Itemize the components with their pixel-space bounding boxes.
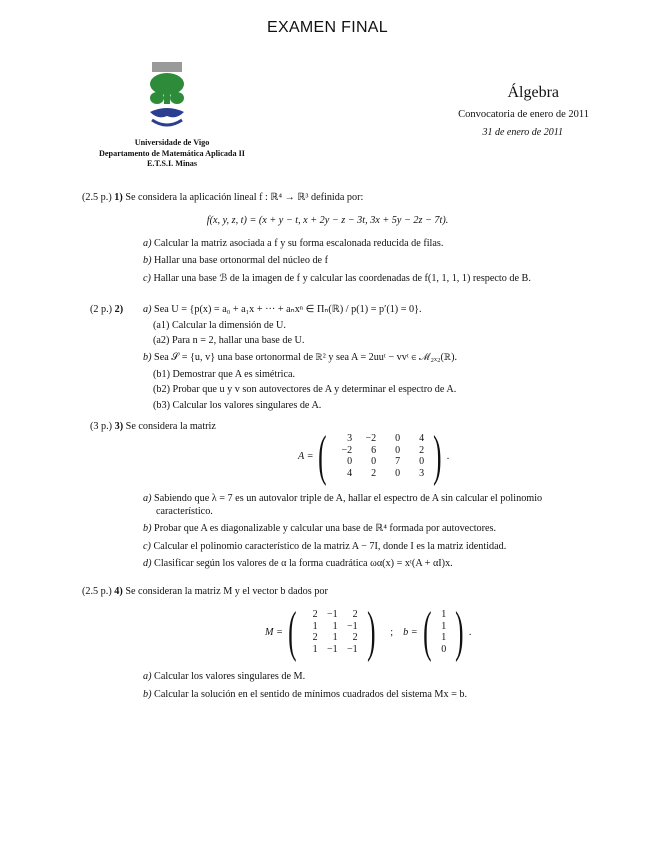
q3-header xyxy=(90,420,216,433)
exam-date: 31 de enero de 2011 xyxy=(482,127,563,138)
university-name: Universidade de Vigo xyxy=(134,138,210,147)
q4-m-cell-3-2: −1 xyxy=(346,643,358,655)
q3-item-a-cont: característico. xyxy=(156,506,213,517)
q4-matrix-m xyxy=(302,609,362,655)
q1-item-c: c) Hallar una base ℬ de la imagen de f y calcular las coordenadas de f(1, 1, 1, 1) respecto de B. xyxy=(143,273,531,284)
q4-m-cell-2-2: 2 xyxy=(352,632,358,643)
q4-b-cell-3-0: 0 xyxy=(441,643,447,655)
q3-matrix-cell-1-0: −2 xyxy=(341,444,353,456)
q2-sub-b1: (b1) Demostrar que A es simétrica. xyxy=(153,369,296,380)
q3-matrix-cell-0-0: 3 xyxy=(347,433,353,444)
q3-matrix-cell-0-1: −2 xyxy=(365,433,377,444)
q2-sub-b3: (b3) Calcular los valores singulares de A. xyxy=(153,400,322,411)
q3-number: 3) xyxy=(114,421,124,432)
q4-m-cell-0-2: 2 xyxy=(352,609,358,620)
q3-item-d: d) Clasificar según los valores de α la forma cuadrática ωα(x) = xᵗ(A + αI)x. xyxy=(143,558,453,569)
q3-matrix-cell-1-3: 2 xyxy=(419,444,425,456)
q1-item-a: a) Calcular la matriz asociada a f y su forma escalonada reducida de filas. xyxy=(143,238,444,249)
q4-m-cell-1-1: 1 xyxy=(332,620,338,632)
q2-item-b: b) Sea 𝒮 = {u, v} una base ortonormal de ℝ² y sea A = 2uuᵗ − vvᵗ ∈ ℳ₂ₓ₂(ℝ). xyxy=(143,352,458,363)
q3-matrix-cell-2-1: 0 xyxy=(371,456,377,467)
department-name: Departamento de Matemática Aplicada II xyxy=(99,148,245,158)
q4-end: . xyxy=(468,626,472,638)
q1-item-b: b) Hallar una base ortonormal del núcleo de f xyxy=(143,255,329,266)
q2-sub-a1: (a1) Calcular la dimensión de U. xyxy=(153,320,286,331)
q2-sub-a2: (a2) Para n = 2, hallar una base de U. xyxy=(153,335,305,346)
q3-matrix-block: A = ( 3 −2 0 4 −2 6 0 2 0 0 7 0 4 2 0 3 ) . xyxy=(298,425,450,487)
q3-matrix-cell-2-3: 0 xyxy=(419,456,425,467)
q4-b-label: b = xyxy=(403,626,418,638)
q4-b-cell-0-0: 1 xyxy=(441,609,447,620)
q3-matrix-cell-3-1: 2 xyxy=(371,467,377,479)
q4-vector-b xyxy=(436,609,450,655)
q3-points: (3 p.) xyxy=(90,421,113,432)
q4-m-cell-3-0: 1 xyxy=(312,643,318,655)
q3-matrix-label: A = xyxy=(298,450,314,462)
q3-item-c: c) Calcular el polinomio característico de la matriz A − 7I, donde I es la matriz identidad. xyxy=(143,541,507,552)
q3-matrix-cell-0-2: 0 xyxy=(395,433,401,444)
q4-item-b: b) Calcular la solución en el sentido de mínimos cuadrados del sistema Mx = b. xyxy=(143,689,468,700)
q3-matrix-cell-1-2: 0 xyxy=(395,444,401,456)
q4-m-cell-2-0: 2 xyxy=(312,632,318,643)
school-name: E.T.S.I. Minas xyxy=(146,159,198,168)
q3-matrix xyxy=(332,433,428,479)
exam-title: EXAMEN FINAL xyxy=(267,19,388,36)
q4-m-cell-0-1: −1 xyxy=(326,609,338,620)
q4-m-cell-1-0: 1 xyxy=(312,620,318,632)
q4-points: (2.5 p.) xyxy=(82,586,112,597)
q2-item-a: a) Sea U = {p(x) = a₀ + a₁x + ··· + aₙxⁿ ∈ Πₙ(ℝ) / p(1) = p′(1) = 0}. xyxy=(143,304,422,315)
q3-matrix-cell-3-2: 0 xyxy=(395,467,401,479)
q3-matrix-cell-3-3: 3 xyxy=(419,467,425,479)
q3-matrix-end: . xyxy=(446,450,450,462)
q2-points: (2 p.) xyxy=(90,304,113,315)
q2-number: 2) xyxy=(114,304,124,315)
q4-m-cell-3-1: −1 xyxy=(326,643,338,655)
q4-item-a: a) Calcular los valores singulares de M. xyxy=(143,671,306,682)
q4-header xyxy=(82,585,328,598)
q4-separator: ; xyxy=(390,626,394,638)
q2-header xyxy=(90,303,123,316)
q3-item-a: a) Sabiendo que λ = 7 es un autovalor triple de A, hallar el espectro de A sin calcular el polinomio xyxy=(143,493,543,504)
q1-statement: Se considera la aplicación lineal f : ℝ⁴ → ℝ³ definida por: xyxy=(125,192,364,203)
q3-matrix-cell-2-0: 0 xyxy=(347,456,353,467)
q3-matrix-cell-0-3: 4 xyxy=(419,433,425,444)
q4-matrix-block: M = ( 2 −1 2 1 1 −1 2 1 2 1 −1 −1 ) ; b = ( 1 1 1 0 ) . xyxy=(265,601,472,663)
university-logo xyxy=(146,60,188,132)
q1-header xyxy=(82,191,363,204)
q3-matrix-cell-3-0: 4 xyxy=(347,467,353,479)
q2-sub-b2: (b2) Probar que u y v son autovectores de A y determinar el espectro de A. xyxy=(153,384,457,395)
q1-points: (2.5 p.) xyxy=(82,192,112,203)
subject-name: Álgebra xyxy=(507,84,559,101)
q1-formula: f(x, y, z, t) = (x + y − t, x + 2y − z − 3t, 3x + 5y − 2z − 7t). xyxy=(206,215,449,226)
q4-m-cell-0-0: 2 xyxy=(312,609,318,620)
convocation: Convocatoria de enero de 2011 xyxy=(458,109,589,120)
q4-m-cell-2-1: 1 xyxy=(332,632,338,643)
q4-number: 4) xyxy=(114,586,123,597)
q4-b-cell-1-0: 1 xyxy=(441,620,447,632)
q1-number: 1) xyxy=(114,192,123,203)
q4-m-label: M = xyxy=(265,626,283,638)
q4-m-cell-1-2: −1 xyxy=(346,620,358,632)
q3-statement: Se considera la matriz xyxy=(125,421,216,432)
q3-matrix-cell-1-1: 6 xyxy=(371,444,377,456)
q3-matrix-cell-2-2: 7 xyxy=(395,456,401,467)
q4-statement: Se consideran la matriz M y el vector b dados por xyxy=(125,586,328,597)
university-block xyxy=(82,138,262,170)
q4-b-cell-2-0: 1 xyxy=(441,632,447,643)
q3-item-b: b) Probar que A es diagonalizable y calcular una base de ℝ⁴ formada por autovectores. xyxy=(143,523,497,534)
